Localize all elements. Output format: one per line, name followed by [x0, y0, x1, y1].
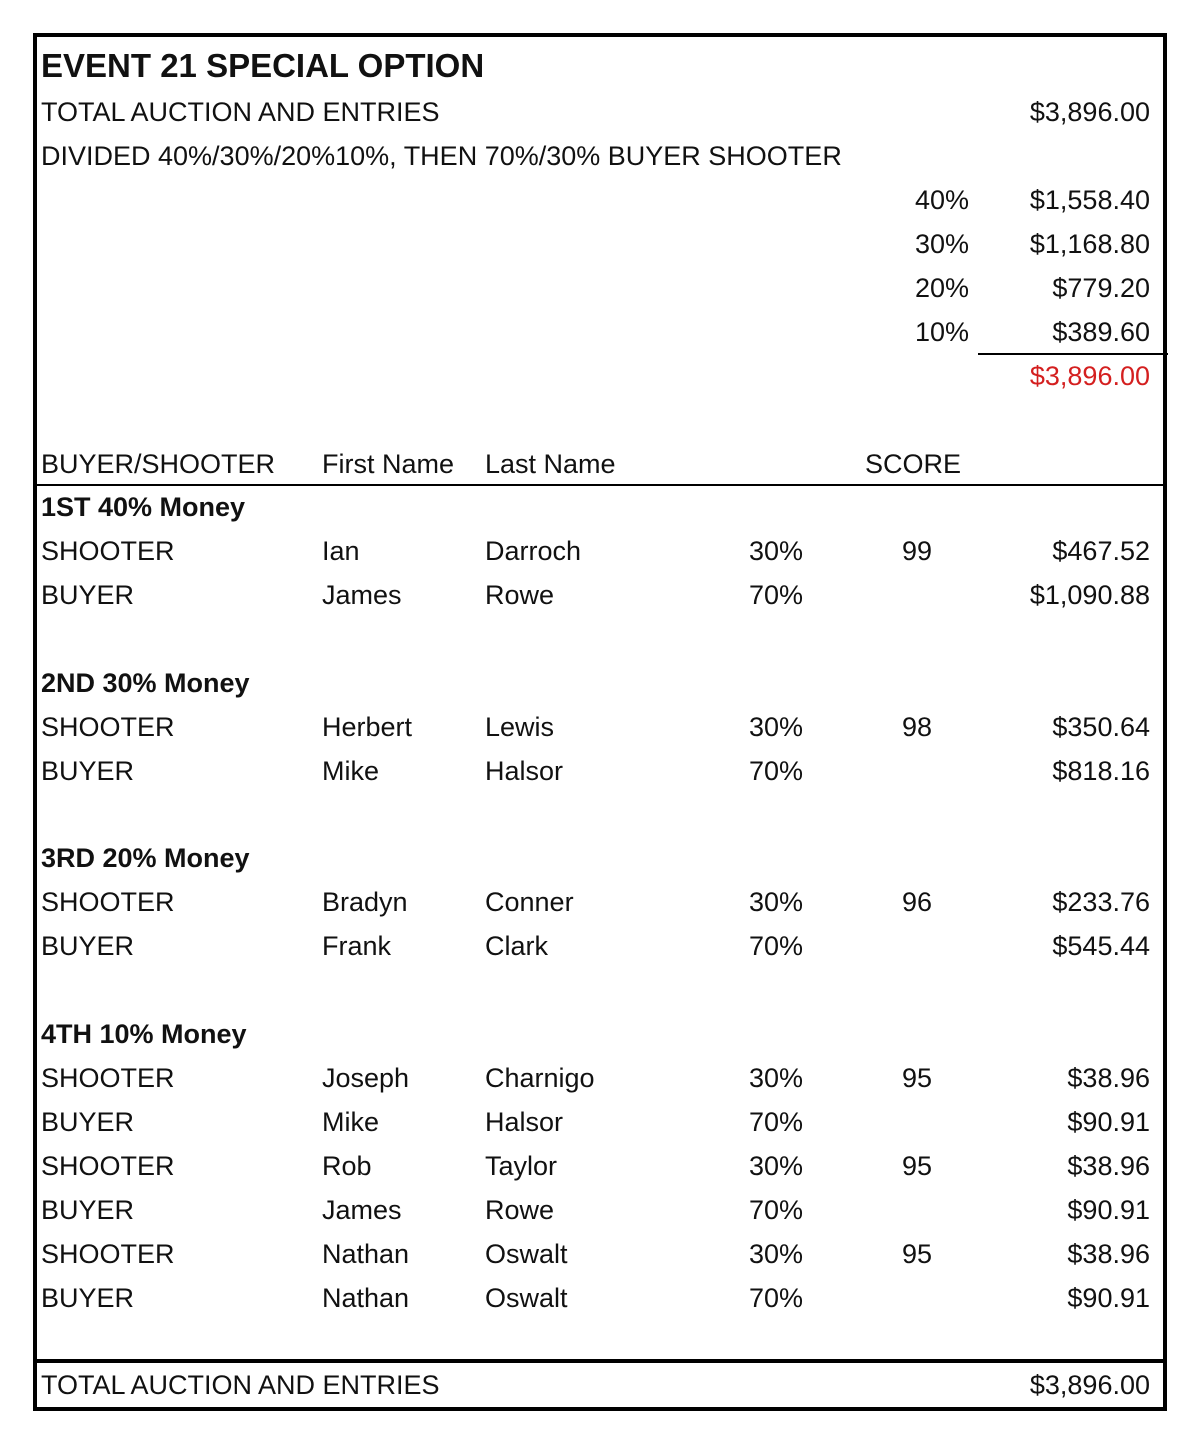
footer-label: TOTAL AUCTION AND ENTRIES	[41, 1370, 440, 1400]
section-heading: 2ND 30% Money	[41, 668, 250, 698]
row-last-name: Rowe	[485, 1195, 555, 1225]
row-last-name: Halsor	[485, 1107, 564, 1137]
row-share-pct: 30%	[749, 1151, 804, 1181]
split-amount: $779.20	[1052, 273, 1150, 303]
row-first-name: Joseph	[322, 1063, 410, 1093]
row-last-name: Oswalt	[485, 1283, 568, 1313]
row-first-name: Herbert	[322, 712, 413, 742]
row-role: SHOOTER	[41, 1151, 175, 1181]
row-score: 99	[901, 536, 932, 566]
footer-amount: $3,896.00	[1029, 1370, 1150, 1400]
row-score: 98	[901, 712, 932, 742]
row-last-name: Taylor	[485, 1151, 558, 1181]
row-amount: $38.96	[1067, 1239, 1150, 1269]
row-share-pct: 70%	[749, 756, 804, 786]
row-share-pct: 70%	[749, 1195, 804, 1225]
row-role: BUYER	[41, 931, 135, 961]
row-last-name: Darroch	[485, 536, 582, 566]
row-score: 95	[901, 1063, 932, 1093]
row-role: BUYER	[41, 1283, 135, 1313]
row-role: BUYER	[41, 580, 135, 610]
row-score: 95	[901, 1151, 932, 1181]
header-first-name: First Name	[322, 449, 455, 479]
row-amount: $90.91	[1067, 1107, 1150, 1137]
split-pct: 30%	[914, 229, 969, 259]
row-share-pct: 70%	[749, 1107, 804, 1137]
row-score: 96	[901, 887, 932, 917]
row-first-name: Mike	[322, 1107, 380, 1137]
row-share-pct: 70%	[749, 931, 804, 961]
split-amount: $1,558.40	[1029, 185, 1150, 215]
section-heading: 1ST 40% Money	[41, 492, 246, 522]
splits-total: $3,896.00	[1029, 361, 1150, 391]
payout-sheet	[33, 33, 1167, 1411]
total-amount: $3,896.00	[1029, 97, 1150, 127]
row-score: 95	[901, 1239, 932, 1269]
row-amount: $350.64	[1052, 712, 1150, 742]
split-pct: 40%	[914, 185, 969, 215]
row-amount: $38.96	[1067, 1151, 1150, 1181]
row-amount: $467.52	[1052, 536, 1150, 566]
row-amount: $38.96	[1067, 1063, 1150, 1093]
row-first-name: Mike	[322, 756, 380, 786]
row-last-name: Lewis	[485, 712, 555, 742]
split-pct: 20%	[914, 273, 969, 303]
row-share-pct: 30%	[749, 1063, 804, 1093]
row-amount: $1,090.88	[1029, 580, 1150, 610]
header-last-name: Last Name	[485, 449, 616, 479]
row-first-name: James	[322, 1195, 402, 1225]
row-first-name: Bradyn	[322, 887, 408, 917]
row-share-pct: 30%	[749, 536, 804, 566]
split-amount: $389.60	[1052, 317, 1150, 347]
row-role: BUYER	[41, 756, 135, 786]
row-first-name: James	[322, 580, 402, 610]
split-amount: $1,168.80	[1029, 229, 1150, 259]
footer-rule	[37, 1359, 1163, 1363]
row-last-name: Clark	[485, 931, 549, 961]
row-first-name: Nathan	[322, 1283, 410, 1313]
row-last-name: Halsor	[485, 756, 564, 786]
row-share-pct: 70%	[749, 580, 804, 610]
row-amount: $233.76	[1052, 887, 1150, 917]
row-amount: $90.91	[1067, 1195, 1150, 1225]
header-score: SCORE	[865, 449, 962, 479]
row-role: SHOOTER	[41, 1063, 175, 1093]
row-first-name: Frank	[322, 931, 392, 961]
row-share-pct: 70%	[749, 1283, 804, 1313]
row-amount: $545.44	[1052, 931, 1150, 961]
row-share-pct: 30%	[749, 712, 804, 742]
page-title: EVENT 21 SPECIAL OPTION	[41, 47, 485, 84]
row-role: BUYER	[41, 1195, 135, 1225]
divided-text: DIVIDED 40%/30%/20%10%, THEN 70%/30% BUYER SHOOTER	[41, 141, 842, 171]
total-label: TOTAL AUCTION AND ENTRIES	[41, 97, 440, 127]
row-last-name: Rowe	[485, 580, 555, 610]
row-share-pct: 30%	[749, 887, 804, 917]
row-role: SHOOTER	[41, 536, 175, 566]
row-amount: $90.91	[1067, 1283, 1150, 1313]
row-role: SHOOTER	[41, 1239, 175, 1269]
row-first-name: Ian	[322, 536, 360, 566]
row-role: SHOOTER	[41, 887, 175, 917]
row-first-name: Nathan	[322, 1239, 410, 1269]
header-rule	[37, 484, 1163, 486]
row-last-name: Charnigo	[485, 1063, 595, 1093]
row-last-name: Oswalt	[485, 1239, 568, 1269]
row-role: SHOOTER	[41, 712, 175, 742]
splits-sum-line	[978, 353, 1168, 355]
row-role: BUYER	[41, 1107, 135, 1137]
split-pct: 10%	[914, 317, 969, 347]
header-role: BUYER/SHOOTER	[41, 449, 276, 479]
row-amount: $818.16	[1052, 756, 1150, 786]
row-share-pct: 30%	[749, 1239, 804, 1269]
row-first-name: Rob	[322, 1151, 372, 1181]
section-heading: 4TH 10% Money	[41, 1019, 247, 1049]
row-last-name: Conner	[485, 887, 574, 917]
section-heading: 3RD 20% Money	[41, 843, 250, 873]
